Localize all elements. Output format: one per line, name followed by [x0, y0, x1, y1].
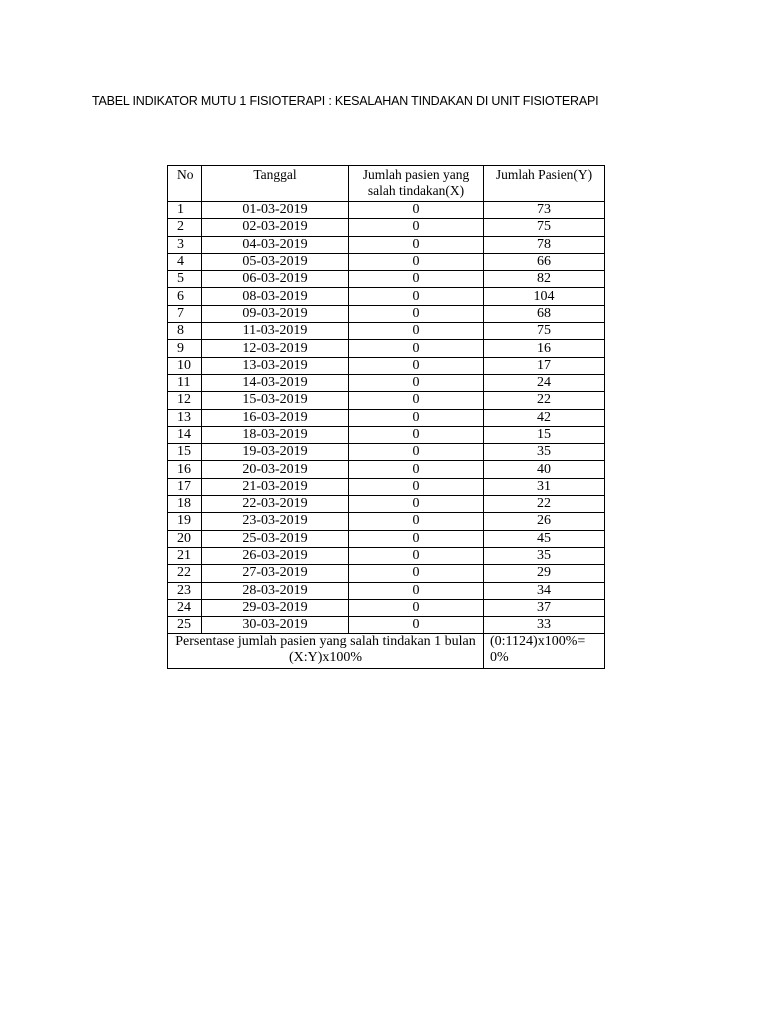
- cell-tanggal: 26-03-2019: [202, 547, 349, 564]
- table-row: [168, 253, 605, 270]
- cell-jumlah-pasien: 66: [484, 253, 605, 270]
- table-row: [168, 219, 605, 236]
- cell-jumlah-salah-tindakan: 0: [349, 288, 484, 305]
- cell-jumlah-salah-tindakan: 0: [349, 478, 484, 495]
- cell-tanggal: 25-03-2019: [202, 530, 349, 547]
- cell-jumlah-pasien: 15: [484, 426, 605, 443]
- header-jumlah-pasien: Jumlah Pasien(Y): [484, 166, 605, 202]
- cell-no: 6: [168, 288, 202, 305]
- cell-tanggal: 15-03-2019: [202, 392, 349, 409]
- cell-no: 7: [168, 305, 202, 322]
- header-tanggal: Tanggal: [202, 166, 349, 202]
- cell-jumlah-salah-tindakan: 0: [349, 305, 484, 322]
- table-row: [168, 444, 605, 461]
- cell-no: 3: [168, 236, 202, 253]
- cell-jumlah-pasien: 16: [484, 340, 605, 357]
- document-title: TABEL INDIKATOR MUTU 1 FISIOTERAPI : KESALAHAN TINDAKAN DI UNIT FISIOTERAPI: [92, 94, 599, 108]
- cell-jumlah-salah-tindakan: 0: [349, 357, 484, 374]
- cell-no: 20: [168, 530, 202, 547]
- cell-no: 11: [168, 374, 202, 391]
- cell-jumlah-pasien: 82: [484, 271, 605, 288]
- cell-jumlah-salah-tindakan: 0: [349, 461, 484, 478]
- cell-no: 19: [168, 513, 202, 530]
- cell-jumlah-salah-tindakan: 0: [349, 374, 484, 391]
- cell-tanggal: 14-03-2019: [202, 374, 349, 391]
- header-no: No: [168, 166, 202, 202]
- cell-jumlah-pasien: 22: [484, 496, 605, 513]
- table-row: [168, 357, 605, 374]
- cell-tanggal: 11-03-2019: [202, 323, 349, 340]
- cell-jumlah-salah-tindakan: 0: [349, 565, 484, 582]
- cell-no: 4: [168, 253, 202, 270]
- cell-tanggal: 29-03-2019: [202, 599, 349, 616]
- cell-jumlah-salah-tindakan: 0: [349, 513, 484, 530]
- cell-tanggal: 04-03-2019: [202, 236, 349, 253]
- table-row: [168, 340, 605, 357]
- cell-jumlah-pasien: 40: [484, 461, 605, 478]
- cell-jumlah-pasien: 75: [484, 323, 605, 340]
- cell-jumlah-pasien: 29: [484, 565, 605, 582]
- cell-no: 15: [168, 444, 202, 461]
- cell-jumlah-salah-tindakan: 0: [349, 323, 484, 340]
- cell-jumlah-pasien: 68: [484, 305, 605, 322]
- table-row: [168, 599, 605, 616]
- cell-jumlah-salah-tindakan: 0: [349, 340, 484, 357]
- table-body: [168, 202, 605, 634]
- table-row: [168, 547, 605, 564]
- cell-jumlah-salah-tindakan: 0: [349, 426, 484, 443]
- cell-jumlah-salah-tindakan: 0: [349, 547, 484, 564]
- table-row: [168, 392, 605, 409]
- cell-no: 10: [168, 357, 202, 374]
- header-jumlah-salah-tindakan: Jumlah pasien yang salah tindakan(X): [349, 166, 484, 202]
- cell-no: 5: [168, 271, 202, 288]
- cell-jumlah-salah-tindakan: 0: [349, 496, 484, 513]
- cell-jumlah-salah-tindakan: 0: [349, 253, 484, 270]
- cell-tanggal: 28-03-2019: [202, 582, 349, 599]
- table-row: [168, 530, 605, 547]
- cell-no: 18: [168, 496, 202, 513]
- cell-jumlah-pasien: 22: [484, 392, 605, 409]
- cell-no: 14: [168, 426, 202, 443]
- cell-no: 24: [168, 599, 202, 616]
- table-row: [168, 305, 605, 322]
- cell-tanggal: 19-03-2019: [202, 444, 349, 461]
- summary-row: [168, 634, 605, 669]
- table-row: [168, 202, 605, 219]
- cell-jumlah-pasien: 75: [484, 219, 605, 236]
- cell-jumlah-salah-tindakan: 0: [349, 582, 484, 599]
- cell-tanggal: 09-03-2019: [202, 305, 349, 322]
- cell-no: 22: [168, 565, 202, 582]
- cell-no: 2: [168, 219, 202, 236]
- cell-tanggal: 30-03-2019: [202, 617, 349, 634]
- cell-jumlah-pasien: 37: [484, 599, 605, 616]
- cell-no: 17: [168, 478, 202, 495]
- cell-jumlah-pasien: 73: [484, 202, 605, 219]
- cell-jumlah-salah-tindakan: 0: [349, 392, 484, 409]
- cell-no: 12: [168, 392, 202, 409]
- cell-jumlah-pasien: 24: [484, 374, 605, 391]
- cell-no: 9: [168, 340, 202, 357]
- cell-no: 23: [168, 582, 202, 599]
- table-row: [168, 271, 605, 288]
- cell-tanggal: 13-03-2019: [202, 357, 349, 374]
- table-row: [168, 461, 605, 478]
- table-row: [168, 288, 605, 305]
- cell-jumlah-pasien: 35: [484, 444, 605, 461]
- cell-tanggal: 20-03-2019: [202, 461, 349, 478]
- cell-tanggal: 02-03-2019: [202, 219, 349, 236]
- table-row: [168, 513, 605, 530]
- cell-jumlah-pasien: 26: [484, 513, 605, 530]
- cell-jumlah-salah-tindakan: 0: [349, 530, 484, 547]
- cell-jumlah-salah-tindakan: 0: [349, 271, 484, 288]
- cell-jumlah-pasien: 78: [484, 236, 605, 253]
- cell-jumlah-salah-tindakan: 0: [349, 219, 484, 236]
- cell-no: 16: [168, 461, 202, 478]
- table-row: [168, 236, 605, 253]
- cell-tanggal: 23-03-2019: [202, 513, 349, 530]
- cell-no: 8: [168, 323, 202, 340]
- cell-jumlah-salah-tindakan: 0: [349, 236, 484, 253]
- table-row: [168, 426, 605, 443]
- cell-tanggal: 22-03-2019: [202, 496, 349, 513]
- cell-tanggal: 18-03-2019: [202, 426, 349, 443]
- cell-no: 21: [168, 547, 202, 564]
- table-row: [168, 374, 605, 391]
- cell-tanggal: 16-03-2019: [202, 409, 349, 426]
- cell-jumlah-pasien: 42: [484, 409, 605, 426]
- table-row: [168, 478, 605, 495]
- cell-jumlah-pasien: 35: [484, 547, 605, 564]
- cell-jumlah-pasien: 33: [484, 617, 605, 634]
- cell-jumlah-salah-tindakan: 0: [349, 599, 484, 616]
- cell-tanggal: 08-03-2019: [202, 288, 349, 305]
- cell-tanggal: 05-03-2019: [202, 253, 349, 270]
- summary-value: (0:1124)x100%= 0%: [484, 634, 605, 669]
- table-row: [168, 323, 605, 340]
- table-row: [168, 565, 605, 582]
- cell-jumlah-salah-tindakan: 0: [349, 202, 484, 219]
- cell-tanggal: 27-03-2019: [202, 565, 349, 582]
- cell-jumlah-salah-tindakan: 0: [349, 617, 484, 634]
- summary-label: Persentase jumlah pasien yang salah tindakan 1 bulan (X:Y)x100%: [168, 634, 484, 669]
- cell-tanggal: 01-03-2019: [202, 202, 349, 219]
- cell-jumlah-salah-tindakan: 0: [349, 444, 484, 461]
- cell-tanggal: 06-03-2019: [202, 271, 349, 288]
- table-row: [168, 496, 605, 513]
- table-row: [168, 582, 605, 599]
- cell-no: 25: [168, 617, 202, 634]
- cell-tanggal: 12-03-2019: [202, 340, 349, 357]
- cell-jumlah-pasien: 104: [484, 288, 605, 305]
- cell-jumlah-pasien: 34: [484, 582, 605, 599]
- cell-tanggal: 21-03-2019: [202, 478, 349, 495]
- cell-no: 13: [168, 409, 202, 426]
- table-row: [168, 409, 605, 426]
- cell-no: 1: [168, 202, 202, 219]
- cell-jumlah-pasien: 17: [484, 357, 605, 374]
- cell-jumlah-salah-tindakan: 0: [349, 409, 484, 426]
- table-header-row: [168, 166, 605, 202]
- indicator-table: [167, 165, 605, 669]
- cell-jumlah-pasien: 31: [484, 478, 605, 495]
- table-row: [168, 617, 605, 634]
- cell-jumlah-pasien: 45: [484, 530, 605, 547]
